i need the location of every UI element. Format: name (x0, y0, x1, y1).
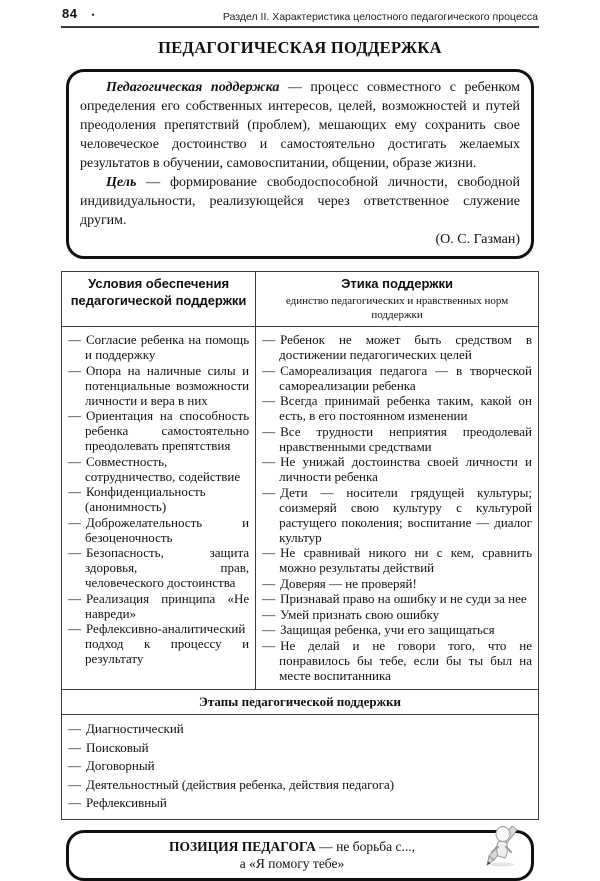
list-item (262, 607, 532, 622)
dash-marker: — (68, 776, 81, 792)
list-item (68, 332, 249, 362)
ethics-header-subtitle: единство педагогических и нравственных норм поддержки (285, 294, 509, 322)
list-item (68, 408, 249, 453)
list-item-text: Конфиденциальность (анонимность) (85, 484, 206, 515)
list-item (68, 794, 532, 812)
page-number: 84 (62, 6, 78, 21)
dash-marker: — (262, 362, 276, 378)
list-item (262, 591, 532, 606)
list-item-text: Поисковый (86, 739, 149, 755)
dash-marker: — (68, 514, 81, 530)
goal-paragraph (80, 173, 520, 230)
dash-marker: — (68, 453, 81, 469)
stages-list (68, 719, 532, 815)
list-item-text: Опора на наличные силы и потенциальные возможности личности и вера в них (85, 362, 250, 408)
list-item (68, 454, 249, 484)
dash-marker: — (262, 423, 276, 439)
list-item-text: Не унижай достоинства своей личности и личности ребенка (279, 454, 532, 485)
list-item-text: Рефлексивно-аналитический подход к процессу и результату (85, 621, 250, 667)
dash-marker: — (68, 739, 81, 755)
list-item (68, 515, 249, 545)
stages-body-row (62, 715, 539, 820)
list-item-text: Доверяя — не проверяй! (280, 575, 417, 591)
position-line2: а «Я помогу тебе» (239, 855, 345, 871)
list-item (68, 621, 249, 666)
stages-cell (62, 715, 539, 820)
list-item (68, 591, 249, 621)
position-text (169, 838, 415, 872)
goal-text: — формирование свободоспособной личности, свободной индивидуальности, реализующейся через ответственное служение другим. (80, 175, 520, 228)
list-item-text: Доброжелательность и безоценочность (85, 514, 250, 545)
support-table (61, 271, 539, 820)
definition-box (66, 69, 534, 259)
list-item (262, 454, 532, 484)
definition-term: Педагогическая поддержка (106, 80, 280, 95)
dash-marker: — (262, 393, 276, 409)
list-item-text: Ребенок не может быть средством в достижении педагогических целей (279, 332, 532, 363)
list-item (68, 720, 532, 738)
dash-marker: — (262, 454, 276, 470)
ethics-list (262, 331, 532, 685)
list-item-text: Всегда принимай ребенка таким, какой он есть, в его постоянном изменении (279, 393, 532, 424)
conditions-cell (62, 327, 256, 690)
list-item (68, 739, 532, 757)
list-item-text: Не делай и не говори того, что не понравилось бы тебе, если бы ты был на месте воспитанника (279, 637, 532, 683)
list-item (262, 332, 532, 362)
list-item-text: Защищая ребенка, учи его защищаться (280, 622, 495, 638)
conditions-list (68, 331, 249, 669)
goal-term: Цель (106, 175, 137, 190)
header-dot: • (91, 10, 95, 20)
list-item (262, 485, 532, 545)
dash-marker: — (68, 408, 81, 424)
list-item (262, 393, 532, 423)
list-item-text: Совместность, сотрудничество, содействие (85, 453, 241, 484)
list-item-text: Не сравнивай никого ни с кем, сравнить можно результаты действий (279, 545, 532, 576)
column-header-ethics (256, 272, 539, 327)
dash-marker: — (262, 606, 276, 622)
pencil-figure-icon (485, 825, 519, 872)
table-body-row (62, 327, 539, 690)
dash-marker: — (68, 545, 81, 561)
ethics-cell (256, 327, 539, 690)
list-item (262, 638, 532, 683)
dash-marker: — (68, 621, 81, 637)
list-item (262, 363, 532, 393)
list-item (262, 622, 532, 637)
page-header (61, 0, 539, 28)
position-box (66, 830, 534, 881)
list-item (262, 576, 532, 591)
list-item (262, 424, 532, 454)
list-item-text: Дети — носители грядущей культуры; соизмеряй свою культуру с культурой растущего поколения; воспитание — диалог культур (279, 484, 532, 545)
list-item-text: Договорный (86, 758, 155, 774)
dash-marker: — (68, 332, 81, 348)
dash-marker: — (262, 575, 276, 591)
page-title: ПЕДАГОГИЧЕСКАЯ ПОДДЕРЖКА (158, 38, 442, 57)
dash-marker: — (262, 637, 276, 653)
dash-marker: — (262, 332, 276, 348)
stages-header-row (62, 690, 539, 715)
list-item-text: Деятельностный (действия ребенка, действия педагога) (86, 776, 395, 792)
ethics-header-title: Этика поддержки (341, 276, 453, 291)
definition-paragraph (80, 78, 520, 173)
list-item-text: Рефлексивный (86, 795, 167, 811)
definition-text: — процесс совместного с ребенком определения его собственных интересов, целей, возможностей и путей преодоления препятствий (проблем), мешающих ему сохранить свое человеческое достоинство и самостоятельно достигать желаемых результатов в обучении, самовоспитании, общении, образе жизни. (80, 80, 520, 171)
list-item-text: Диагностический (86, 721, 184, 737)
dash-marker: — (262, 545, 276, 561)
dash-marker: — (262, 591, 276, 607)
list-item-text: Признавай право на ошибку и не суди за нее (280, 591, 527, 607)
list-item (68, 484, 249, 514)
dash-marker: — (68, 484, 81, 500)
dash-marker: — (68, 795, 81, 811)
list-item-text: Самореализация педагога — в творческой самореализации ребенка (279, 362, 532, 393)
list-item-text: Ориентация на способность ребенка самостоятельно преодолевать препятствия (85, 408, 250, 454)
list-item (68, 363, 249, 408)
dash-marker: — (68, 721, 81, 737)
list-item-text: Безопасность, защита здоровья, прав, человеческого достоинства (85, 545, 250, 591)
attribution: (О. С. Газман) (435, 232, 520, 247)
list-item-text: Реализация принципа «Не навреди» (85, 590, 250, 621)
dash-marker: — (262, 484, 276, 500)
dash-marker: — (68, 758, 81, 774)
list-item-text: Все трудности неприятия преодолевай нравственными средствами (279, 423, 532, 454)
dash-marker: — (68, 590, 81, 606)
position-term: ПОЗИЦИЯ ПЕДАГОГА (168, 838, 316, 854)
column-header-conditions: Условия обеспечения педагогической поддержки (62, 272, 256, 327)
list-item (68, 776, 532, 794)
table-header-row (62, 272, 539, 327)
list-item (68, 757, 532, 775)
list-item-text: Умей признать свою ошибку (280, 606, 440, 622)
section-title: Раздел II. Характеристика целостного педагогического процесса (222, 11, 538, 23)
list-item-text: Согласие ребенка на помощь и поддержку (85, 332, 250, 363)
list-item (262, 545, 532, 575)
page-header-left (62, 5, 95, 23)
list-item (68, 545, 249, 590)
dash-marker: — (68, 362, 81, 378)
position-line1-rest: — не борьба с..., (315, 838, 416, 854)
stages-header: Этапы педагогической поддержки (62, 690, 539, 715)
dash-marker: — (262, 622, 276, 638)
